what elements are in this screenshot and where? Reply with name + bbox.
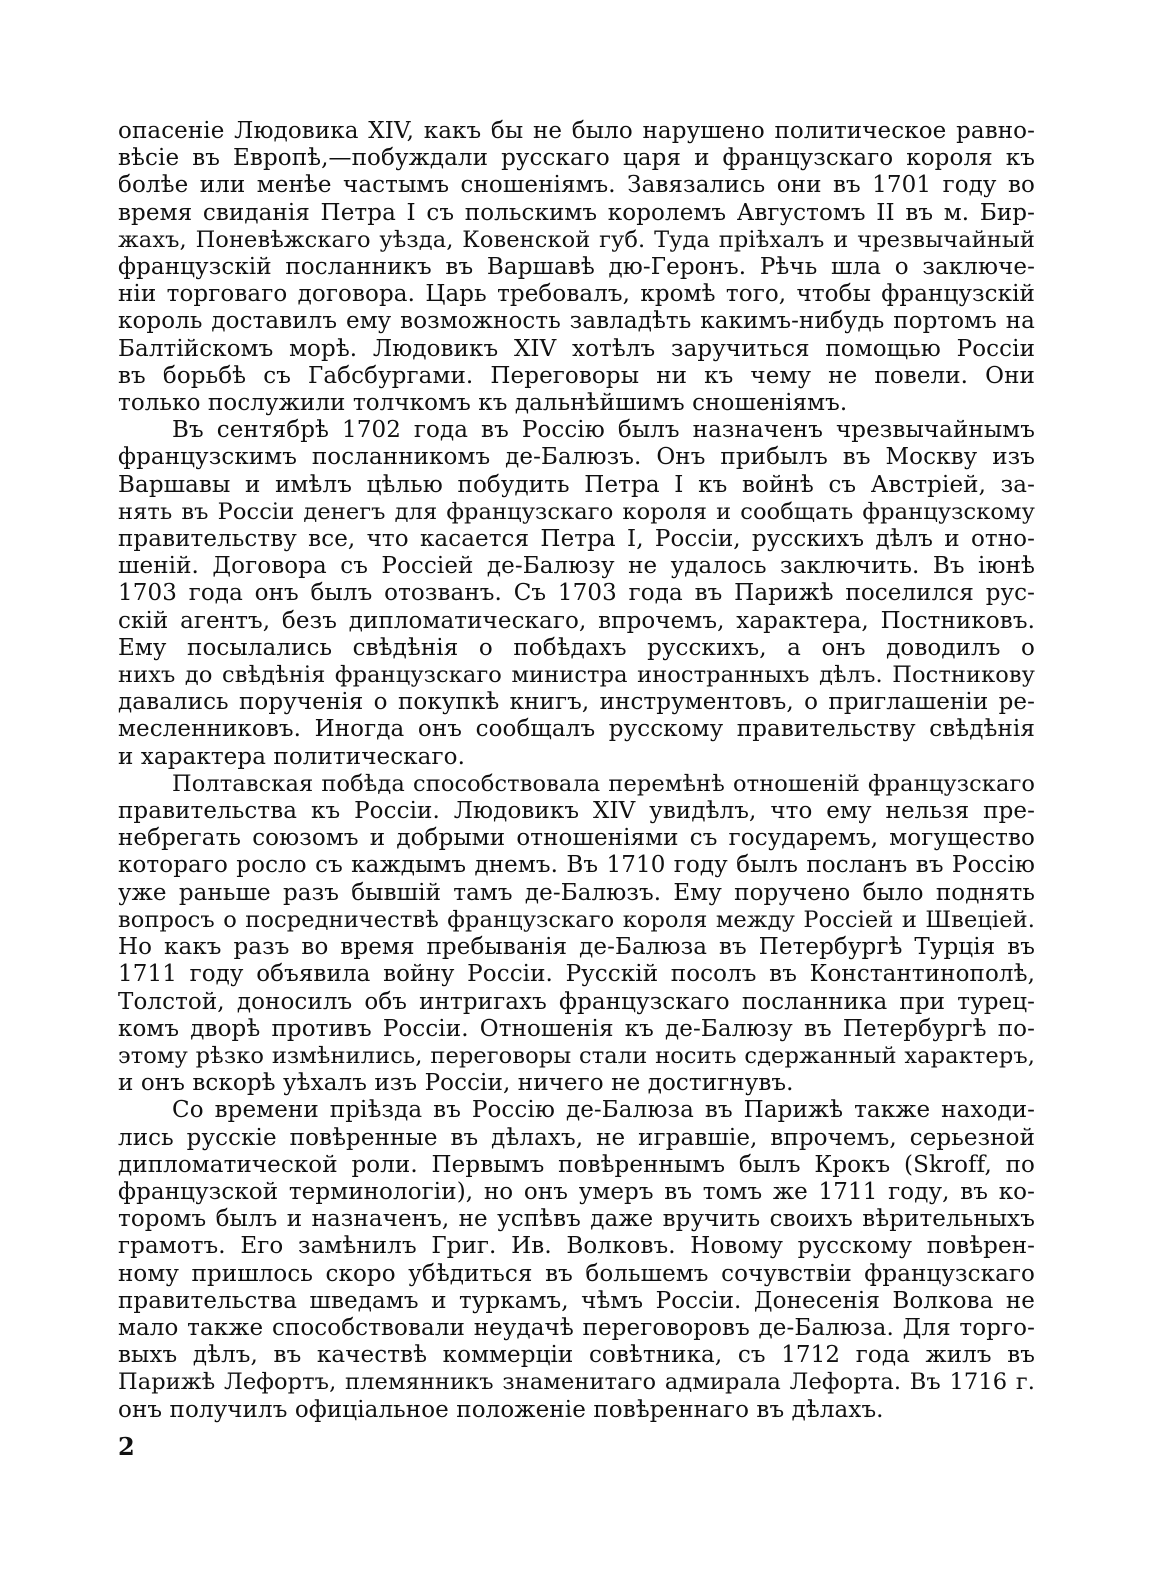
text-line: жахъ, Поневѣжскаго уѣзда, Ковенской губ. Туда пріѣхалъ и чрезвычайный xyxy=(118,226,1035,253)
paragraph-1 xyxy=(118,118,1035,417)
text-line: выхъ дѣлъ, въ качествѣ коммерціи совѣтника, съ 1712 года жилъ въ xyxy=(118,1342,1035,1369)
text-line: нихъ до свѣдѣнія французскаго министра иностранныхъ дѣлъ. Постникову xyxy=(118,662,1035,689)
text-line: нять въ Россіи денегъ для французскаго короля и сообщать французскому xyxy=(118,498,1035,525)
text-line: время свиданія Петра I съ польскимъ королемъ Августомъ II въ м. Бир- xyxy=(118,199,1035,226)
paragraph-4 xyxy=(118,1097,1035,1423)
text-line: только послужили толчкомъ къ дальнѣйшимъ сношеніямъ. xyxy=(118,390,848,417)
text-line: небрегать союзомъ и добрыми отношеніями съ государемъ, могущество xyxy=(118,825,1035,852)
text-line: уже раньше разъ бывшій тамъ де-Балюзъ. Ему поручено было поднять xyxy=(118,879,1035,906)
text-line: и онъ вскорѣ уѣхалъ изъ Россіи, ничего не достигнувъ. xyxy=(118,1070,794,1097)
text-line: лись русскіе повѣренные въ дѣлахъ, не игравшіе, впрочемъ, серьезной xyxy=(118,1124,1035,1151)
text-line: ніи торговаго договора. Царь требовалъ, кромѣ того, чтобы французскій xyxy=(118,281,1035,308)
text-line: комъ дворѣ противъ Россіи. Отношенія къ де-Балюзу въ Петербургѣ по- xyxy=(118,1015,1035,1042)
text-line: Но какъ разъ во время пребыванія де-Балюза въ Петербургѣ Турція въ xyxy=(118,934,1035,961)
text-line: Ему посылались свѣдѣнія о побѣдахъ русскихъ, а онъ доводилъ о xyxy=(118,634,1035,661)
text-line: котораго росло съ каждымъ днемъ. Въ 1710 году былъ посланъ въ Россію xyxy=(118,852,1035,879)
page-number: 2 xyxy=(118,1432,135,1461)
text-line: 1711 году объявила войну Россіи. Русскій посолъ въ Константинополѣ, xyxy=(118,961,1035,988)
text-line: правительства къ Россіи. Людовикъ XIV увидѣлъ, что ему нельзя пре- xyxy=(118,798,1035,825)
text-line: опасеніе Людовика XIV, какъ бы не было нарушено политическое равно- xyxy=(118,118,1035,144)
paragraph-3 xyxy=(118,771,1035,1097)
text-line: месленниковъ. Иногда онъ сообщалъ русскому правительству свѣдѣнія xyxy=(118,716,1035,743)
text-line: шеній. Договора съ Россіей де-Балюзу не удалось заключить. Въ іюнѣ xyxy=(118,553,1035,580)
text-line: Въ сентябрѣ 1702 года въ Россію былъ назначенъ чрезвычайнымъ xyxy=(172,417,1035,444)
text-line: онъ получилъ офиціальное положеніе повѣреннаго въ дѣлахъ. xyxy=(118,1396,884,1423)
paragraph-2 xyxy=(118,417,1035,771)
text-line: мало также способствовали неудачѣ переговоровъ де-Балюза. Для торго- xyxy=(118,1314,1035,1341)
text-line: Полтавская побѣда способствовала перемѣнѣ отношеній французскаго xyxy=(172,770,1035,797)
text-line: грамотъ. Его замѣнилъ Григ. Ив. Волковъ. Новому русскому повѣрен- xyxy=(118,1233,1035,1260)
text-line: въ борьбѣ съ Габсбургами. Переговоры ни къ чему не повели. Они xyxy=(118,362,1035,389)
text-line: Толстой, доносилъ объ интригахъ французскаго посланника при турец- xyxy=(118,988,1035,1015)
text-line: Варшавы и имѣлъ цѣлью побудить Петра I къ войнѣ съ Австріей, за- xyxy=(118,471,1035,498)
text-line: торомъ былъ и назначенъ, не успѣвъ даже вручить своихъ вѣрительныхъ xyxy=(118,1206,1035,1233)
text-line: Балтійскомъ морѣ. Людовикъ XIV хотѣлъ заручиться помощью Россіи xyxy=(118,335,1035,362)
text-line: правительству все, что касается Петра I, Россіи, русскихъ дѣлъ и отно- xyxy=(118,526,1035,553)
body-text xyxy=(118,118,1035,1424)
text-line: французской терминологіи), но онъ умеръ въ томъ же 1711 году, въ ко- xyxy=(118,1178,1035,1205)
text-line: и характера политическаго. xyxy=(118,743,465,770)
text-line: этому рѣзко измѣнились, переговоры стали носить сдержанный характеръ, xyxy=(118,1042,1035,1069)
text-line: вопросъ о посредничествѣ французскаго короля между Россіей и Швеціей. xyxy=(118,906,1035,933)
text-line: скій агентъ, безъ дипломатическаго, впрочемъ, характера, Постниковъ. xyxy=(118,607,1035,634)
text-line: Со времени пріѣзда въ Россію де-Балюза въ Парижѣ также находи- xyxy=(172,1097,1035,1124)
text-line: вѣсіе въ Европѣ,—побуждали русскаго царя и французскаго короля къ xyxy=(118,145,1035,172)
text-line: Парижѣ Лефортъ, племянникъ знаменитаго адмирала Лефорта. Въ 1716 г. xyxy=(118,1369,1035,1396)
text-line: ному пришлось скоро убѣдиться въ большемъ сочувствіи французскаго xyxy=(118,1260,1035,1287)
text-line: давались порученія о покупкѣ книгъ, инструментовъ, о приглашеніи ре- xyxy=(118,689,1035,716)
text-line: правительства шведамъ и туркамъ, чѣмъ Россіи. Донесенія Волкова не xyxy=(118,1287,1035,1314)
text-line: французскимъ посланникомъ де-Балюзъ. Онъ прибылъ въ Москву изъ xyxy=(118,444,1035,471)
text-line: французскій посланникъ въ Варшавѣ дю-Геронъ. Рѣчь шла о заключе- xyxy=(118,254,1035,281)
text-line: король доставилъ ему возможность завладѣть какимъ-нибудь портомъ на xyxy=(118,308,1035,335)
text-line: дипломатической роли. Первымъ повѣреннымъ былъ Крокъ (Skroff, по xyxy=(118,1151,1035,1178)
text-line: болѣе или менѣе частымъ сношеніямъ. Завязались они въ 1701 году во xyxy=(118,172,1035,199)
text-line: 1703 года онъ былъ отозванъ. Съ 1703 года въ Парижѣ поселился рус- xyxy=(118,580,1035,607)
